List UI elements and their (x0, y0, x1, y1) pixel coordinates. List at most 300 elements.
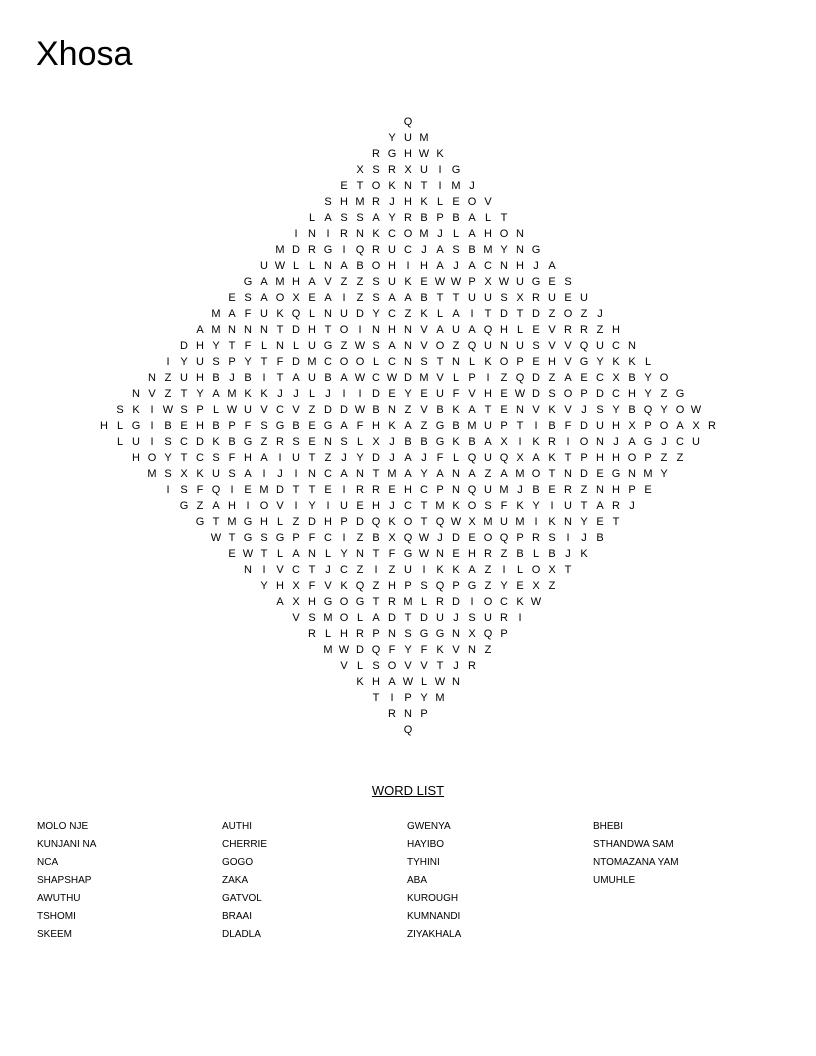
grid-letter: N (628, 340, 636, 352)
grid-letter: K (372, 228, 380, 240)
grid-row (0, 210, 816, 226)
grid-letter: S (452, 244, 460, 256)
grid-letter: E (308, 292, 316, 304)
grid-letter: Q (467, 452, 477, 464)
grid-letter: J (389, 452, 395, 464)
grid-letter: V (276, 564, 284, 576)
grid-letter: W (338, 644, 350, 656)
word-list-item: SKEEM (37, 929, 73, 940)
grid-letter: Z (452, 340, 460, 352)
grid-letter: Y (388, 132, 396, 144)
grid-letter: L (308, 388, 316, 400)
grid-letter: D (292, 244, 300, 256)
grid-letter: X (612, 372, 620, 384)
word-list-column-3 (407, 818, 461, 944)
grid-letter: H (260, 516, 268, 528)
grid-letter: O (387, 660, 397, 672)
grid-letter: L (212, 404, 220, 416)
grid-letter: C (388, 308, 396, 320)
grid-letter: C (676, 436, 684, 448)
grid-letter: H (372, 676, 380, 688)
grid-letter: K (548, 516, 556, 528)
grid-letter: D (276, 484, 284, 496)
grid-letter: Q (579, 340, 589, 352)
grid-letter: L (324, 548, 332, 560)
grid-letter: H (196, 340, 204, 352)
grid-letter: Z (580, 484, 588, 496)
grid-letter: W (274, 260, 286, 272)
word-list-item: KUNJANI NA (37, 839, 97, 850)
grid-letter: H (308, 324, 316, 336)
grid-letter: K (132, 404, 140, 416)
word-search-grid (0, 114, 816, 738)
grid-letter: A (292, 548, 300, 560)
grid-letter: U (388, 276, 396, 288)
grid-row (0, 274, 816, 290)
grid-letter: B (356, 260, 364, 272)
grid-letter: X (468, 628, 476, 640)
grid-letter: M (515, 516, 525, 528)
grid-letter: O (403, 516, 413, 528)
word-list-item: NTOMAZANA YAM (593, 857, 679, 868)
grid-letter: F (276, 356, 284, 368)
grid-letter: Z (596, 324, 604, 336)
grid-letter: A (388, 676, 396, 688)
grid-letter: K (452, 436, 460, 448)
grid-letter: J (389, 500, 395, 512)
grid-letter: A (276, 596, 284, 608)
grid-row (0, 114, 816, 130)
grid-letter: Y (356, 452, 364, 464)
grid-letter: N (324, 436, 332, 448)
grid-letter: B (532, 484, 540, 496)
grid-letter: D (180, 340, 188, 352)
grid-letter: S (180, 404, 188, 416)
grid-letter: K (244, 388, 252, 400)
grid-letter: F (308, 580, 316, 592)
grid-letter: G (275, 532, 285, 544)
grid-letter: K (276, 308, 284, 320)
grid-letter: Q (371, 516, 381, 528)
grid-letter: Z (356, 276, 364, 288)
grid-letter: X (404, 164, 412, 176)
grid-letter: C (324, 356, 332, 368)
grid-letter: Z (308, 404, 316, 416)
grid-letter: U (468, 292, 476, 304)
grid-letter: W (450, 276, 462, 288)
grid-letter: O (371, 180, 381, 192)
grid-letter: Q (483, 324, 493, 336)
grid-letter: N (452, 676, 460, 688)
grid-letter: A (340, 372, 348, 384)
grid-letter: A (324, 212, 332, 224)
grid-letter: U (404, 564, 412, 576)
grid-row (0, 258, 816, 274)
grid-letter: E (228, 548, 236, 560)
grid-letter: T (452, 292, 460, 304)
grid-letter: A (596, 500, 604, 512)
grid-letter: A (564, 372, 572, 384)
grid-letter: E (596, 516, 604, 528)
grid-row (0, 690, 816, 706)
grid-letter: Z (404, 308, 412, 320)
grid-letter: A (468, 404, 476, 416)
grid-letter: H (228, 500, 236, 512)
grid-letter: A (212, 500, 220, 512)
grid-letter: N (564, 468, 572, 480)
grid-letter: H (404, 148, 412, 160)
grid-letter: U (260, 308, 268, 320)
grid-letter: A (468, 212, 476, 224)
grid-letter: O (467, 500, 477, 512)
grid-letter: Y (500, 580, 508, 592)
grid-letter: L (516, 564, 524, 576)
grid-letter: S (228, 468, 236, 480)
grid-letter: T (516, 420, 524, 432)
grid-letter: N (308, 468, 316, 480)
grid-letter: X (516, 452, 524, 464)
grid-letter: T (356, 180, 364, 192)
grid-letter: N (516, 404, 524, 416)
grid-letter: C (500, 596, 508, 608)
grid-letter: E (420, 276, 428, 288)
grid-letter: H (340, 628, 348, 640)
grid-letter: W (498, 276, 510, 288)
grid-letter: V (148, 388, 156, 400)
grid-letter: E (644, 484, 652, 496)
grid-letter: D (356, 644, 364, 656)
grid-letter: G (435, 420, 445, 432)
word-list-item: DLADLA (222, 929, 261, 940)
grid-letter: L (292, 260, 300, 272)
grid-letter: D (404, 372, 412, 384)
grid-letter: M (483, 244, 493, 256)
grid-letter: S (468, 612, 476, 624)
grid-letter: F (244, 340, 252, 352)
grid-letter: K (548, 404, 556, 416)
grid-letter: B (324, 372, 332, 384)
grid-letter: Z (260, 436, 268, 448)
grid-letter: A (436, 324, 444, 336)
word-list-item: ABA (407, 875, 428, 886)
word-list-item: UMUHLE (593, 875, 636, 886)
grid-letter: A (388, 292, 396, 304)
grid-letter: F (420, 644, 428, 656)
grid-letter: S (420, 356, 428, 368)
grid-letter: T (260, 548, 268, 560)
grid-letter: T (276, 372, 284, 384)
grid-letter: Z (580, 308, 588, 320)
grid-letter: A (676, 420, 684, 432)
grid-letter: U (212, 468, 220, 480)
grid-letter: I (342, 292, 346, 304)
grid-letter: M (259, 484, 269, 496)
grid-letter: Q (291, 308, 301, 320)
grid-letter: N (468, 644, 476, 656)
grid-letter: N (452, 468, 460, 480)
grid-letter: D (324, 404, 332, 416)
grid-letter: S (180, 484, 188, 496)
grid-letter: Z (340, 276, 348, 288)
word-list-item: KUROUGH (407, 893, 459, 904)
grid-letter: I (390, 692, 394, 704)
grid-letter: Q (211, 484, 221, 496)
grid-letter: E (452, 548, 460, 560)
grid-letter: O (659, 372, 669, 384)
grid-letter: K (516, 500, 524, 512)
grid-letter: S (260, 420, 268, 432)
grid-letter: V (484, 196, 492, 208)
grid-letter: N (356, 548, 364, 560)
grid-letter: J (597, 308, 603, 320)
grid-letter: I (342, 388, 346, 400)
grid-letter: D (372, 388, 380, 400)
grid-letter: Z (196, 500, 204, 512)
grid-letter: H (196, 372, 204, 384)
grid-letter: N (500, 260, 508, 272)
grid-letter: T (436, 356, 444, 368)
grid-letter: Y (500, 244, 508, 256)
grid-letter: N (404, 180, 412, 192)
grid-letter: X (532, 580, 540, 592)
grid-row (0, 722, 816, 738)
grid-letter: H (244, 452, 252, 464)
word-list-item: AUTHI (222, 821, 252, 832)
grid-letter: V (420, 340, 428, 352)
grid-letter: O (531, 468, 541, 480)
grid-letter: M (275, 276, 285, 288)
grid-letter: M (483, 516, 493, 528)
grid-letter: R (708, 420, 716, 432)
grid-letter: V (260, 404, 268, 416)
grid-row (0, 162, 816, 178)
grid-letter: G (323, 244, 333, 256)
grid-letter: Z (164, 372, 172, 384)
grid-letter: C (612, 388, 620, 400)
grid-letter: S (340, 436, 348, 448)
grid-letter: N (452, 628, 460, 640)
grid-letter: N (596, 484, 604, 496)
grid-letter: E (388, 484, 396, 496)
grid-letter: J (277, 388, 283, 400)
grid-letter: S (308, 612, 316, 624)
grid-letter: N (516, 244, 524, 256)
grid-letter: E (596, 468, 604, 480)
grid-letter: Z (660, 388, 668, 400)
grid-letter: D (292, 356, 300, 368)
grid-letter: P (196, 404, 204, 416)
grid-letter: Z (324, 452, 332, 464)
grid-letter: N (596, 436, 604, 448)
grid-letter: K (436, 148, 444, 160)
grid-letter: L (452, 452, 460, 464)
word-list-item: KUMNANDI (407, 911, 461, 922)
grid-letter: J (421, 452, 427, 464)
grid-letter: N (372, 324, 380, 336)
grid-letter: N (276, 340, 284, 352)
grid-letter: R (388, 596, 396, 608)
grid-letter: Q (499, 452, 509, 464)
grid-letter: F (388, 548, 396, 560)
grid-letter: R (388, 708, 396, 720)
grid-letter: K (436, 564, 444, 576)
grid-letter: L (532, 548, 540, 560)
grid-letter: K (580, 548, 588, 560)
grid-letter: I (374, 564, 378, 576)
grid-letter: X (468, 516, 476, 528)
grid-letter: H (484, 388, 492, 400)
grid-letter: B (292, 420, 300, 432)
grid-row (0, 674, 816, 690)
grid-letter: X (292, 580, 300, 592)
grid-letter: I (566, 436, 570, 448)
word-list-item: TYHINI (407, 857, 440, 868)
grid-letter: K (196, 468, 204, 480)
grid-letter: V (404, 660, 412, 672)
grid-letter: H (628, 388, 636, 400)
grid-letter: A (484, 436, 492, 448)
grid-letter: D (532, 388, 540, 400)
grid-letter: N (452, 484, 460, 496)
grid-letter: U (484, 292, 492, 304)
grid-letter: G (275, 420, 285, 432)
grid-letter: A (212, 388, 220, 400)
grid-letter: T (292, 484, 300, 496)
grid-letter: R (404, 212, 412, 224)
grid-letter: J (581, 532, 587, 544)
grid-letter: M (387, 468, 397, 480)
grid-letter: I (438, 164, 442, 176)
grid-letter: L (292, 340, 300, 352)
grid-letter: U (308, 340, 316, 352)
grid-letter: S (244, 292, 252, 304)
grid-letter: E (468, 532, 476, 544)
grid-row (0, 642, 816, 658)
grid-letter: S (212, 452, 220, 464)
grid-letter: J (453, 612, 459, 624)
grid-letter: U (484, 484, 492, 496)
grid-letter: R (372, 484, 380, 496)
grid-row (0, 338, 816, 354)
grid-letter: P (404, 580, 412, 592)
word-list-item: BRAAI (222, 911, 253, 922)
grid-letter: D (580, 420, 588, 432)
grid-letter: P (340, 516, 348, 528)
word-list-item: NCA (37, 857, 59, 868)
grid-letter: A (628, 436, 636, 448)
grid-letter: S (372, 660, 380, 672)
grid-letter: S (372, 164, 380, 176)
grid-letter: Z (292, 516, 300, 528)
grid-letter: A (468, 468, 476, 480)
grid-letter: O (563, 388, 573, 400)
grid-letter: L (308, 212, 316, 224)
grid-letter: T (420, 180, 428, 192)
grid-letter: D (372, 452, 380, 464)
grid-letter: U (404, 132, 412, 144)
grid-letter: W (434, 676, 446, 688)
grid-letter: G (131, 420, 141, 432)
grid-letter: J (661, 436, 667, 448)
grid-letter: N (244, 564, 252, 576)
grid-letter: I (150, 404, 154, 416)
grid-letter: L (436, 196, 444, 208)
grid-letter: J (389, 196, 395, 208)
grid-letter: J (325, 564, 331, 576)
grid-letter: T (228, 340, 236, 352)
grid-letter: M (307, 356, 317, 368)
grid-letter: R (340, 228, 348, 240)
grid-letter: Q (483, 628, 493, 640)
grid-letter: U (580, 292, 588, 304)
grid-letter: B (436, 404, 444, 416)
grid-letter: K (628, 356, 636, 368)
grid-letter: U (340, 500, 348, 512)
grid-letter: Y (372, 308, 380, 320)
grid-letter: I (326, 500, 330, 512)
grid-row (0, 306, 816, 322)
grid-letter: K (388, 516, 396, 528)
grid-letter: I (230, 484, 234, 496)
grid-row (0, 242, 816, 258)
grid-letter: J (469, 180, 475, 192)
grid-letter: Y (308, 500, 316, 512)
grid-letter: S (532, 340, 540, 352)
grid-letter: G (243, 436, 253, 448)
grid-letter: T (500, 212, 508, 224)
grid-letter: V (324, 276, 332, 288)
grid-letter: I (150, 436, 154, 448)
grid-letter: V (436, 372, 444, 384)
grid-letter: U (420, 164, 428, 176)
grid-letter: Q (371, 644, 381, 656)
grid-letter: T (564, 452, 572, 464)
grid-letter: L (356, 436, 364, 448)
grid-letter: E (420, 388, 428, 400)
grid-letter: M (419, 228, 429, 240)
grid-letter: I (550, 500, 554, 512)
grid-row (0, 482, 816, 498)
grid-letter: E (532, 324, 540, 336)
grid-letter: Y (580, 516, 588, 528)
grid-letter: P (452, 580, 460, 592)
grid-letter: E (500, 404, 508, 416)
grid-letter: U (516, 340, 524, 352)
grid-letter: L (276, 548, 284, 560)
grid-letter: D (388, 612, 396, 624)
grid-letter: A (340, 260, 348, 272)
grid-letter: M (227, 516, 237, 528)
grid-letter: A (340, 468, 348, 480)
grid-letter: B (212, 372, 220, 384)
grid-letter: M (227, 388, 237, 400)
grid-letter: E (308, 436, 316, 448)
grid-letter: T (372, 468, 380, 480)
grid-letter: T (484, 308, 492, 320)
grid-letter: G (611, 468, 621, 480)
grid-letter: T (612, 516, 620, 528)
grid-row (0, 450, 816, 466)
grid-row (0, 178, 816, 194)
grid-letter: A (468, 324, 476, 336)
grid-letter: F (564, 420, 572, 432)
grid-row (0, 626, 816, 642)
grid-letter: X (372, 436, 380, 448)
grid-letter: X (692, 420, 700, 432)
grid-letter: U (244, 404, 252, 416)
grid-letter: M (211, 324, 221, 336)
grid-letter: Q (467, 340, 477, 352)
